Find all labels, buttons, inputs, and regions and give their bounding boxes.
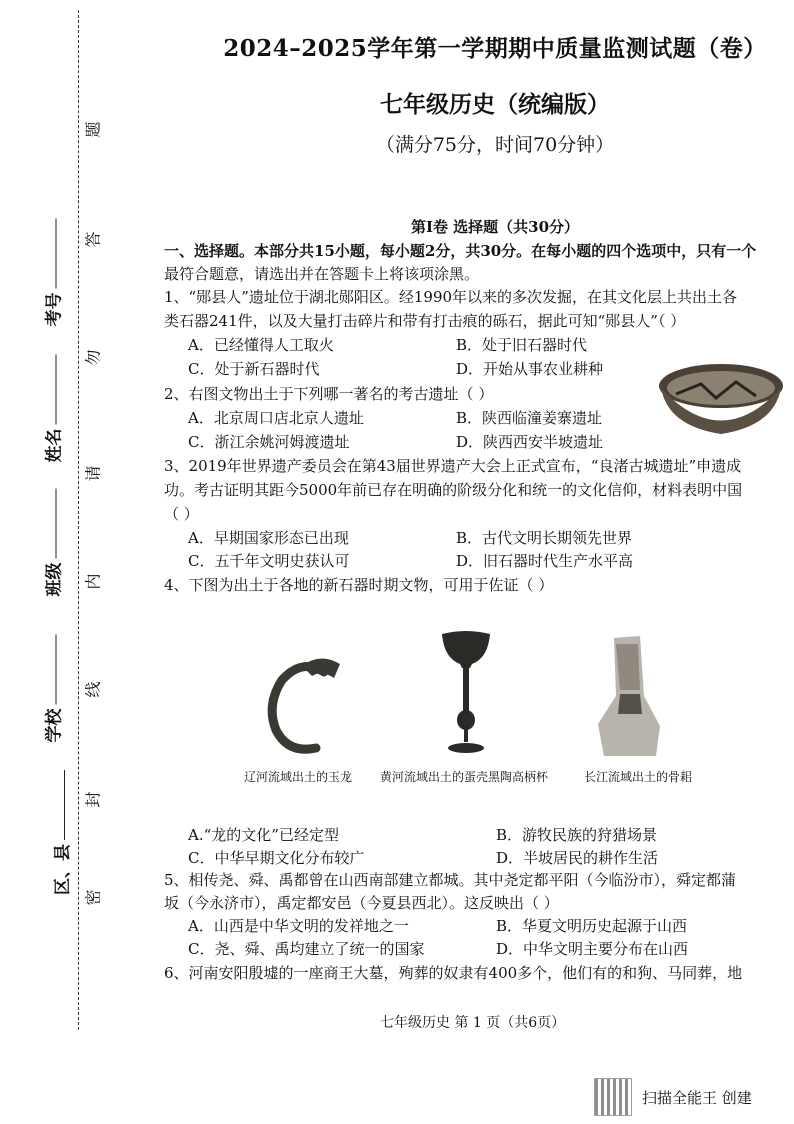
scanner-watermark (594, 1078, 752, 1116)
exam-subtitle: 七年级历史（统编版） (380, 91, 610, 118)
question-stem: 4、下图为出土于各地的新石器时期文物，可用于佐证（ ） (164, 576, 554, 594)
exam-title: 2024–2025学年第一学期期中质量监测试题（卷） (223, 35, 767, 62)
option-c: C．尧、舜、禹均建立了统一的国家 (188, 940, 425, 958)
option-c: C．五千年文明史获认可 (188, 552, 350, 570)
option-b: B．华夏文明历史起源于山西 (496, 917, 688, 935)
seal-char: 答 (83, 231, 103, 248)
option-b: B．处于旧石器时代 (456, 336, 588, 354)
option-c: C．处于新石器时代 (188, 360, 320, 378)
exam-number-field: 考号 (40, 219, 65, 327)
image-caption: 黄河流域出土的蛋壳黑陶高柄杯 (380, 770, 549, 784)
seal-char: 内 (83, 573, 103, 590)
section-intro: 一、选择题。本部分共15小题，每小题2分，共30分。在每小题的四个选项中，只有一个 (164, 242, 757, 260)
option-a: A．山西是中华文明的发祥地之一 (188, 917, 409, 935)
option-d: D．开始从事农业耕种 (456, 360, 604, 378)
school-field: 学校 (40, 635, 65, 743)
question-stem: 坂（今永济市），禹定都安邑（今夏县西北）。这反映出（ ） (164, 894, 559, 912)
option-d: D．陕西西安半坡遗址 (456, 433, 604, 451)
qr-code-icon (594, 1078, 632, 1116)
seal-char: 请 (83, 465, 103, 482)
option-d: D．中华文明主要分布在山西 (496, 940, 689, 958)
image-caption: 长江流域出土的骨耜 (584, 770, 693, 784)
option-a: A．北京周口店北京人遗址 (188, 409, 364, 427)
option-d: D．旧石器时代生产水平高 (456, 552, 634, 570)
option-c: C．浙江余姚河姆渡遗址 (188, 433, 350, 451)
option-a: A．早期国家形态已出现 (188, 529, 349, 547)
seal-char: 密 (83, 889, 103, 906)
option-a: A.“龙的文化”已经定型 (188, 826, 339, 844)
part-title: 第Ⅰ卷 选择题（共30分） (410, 218, 580, 236)
watermark-text: 扫描全能王 创建 (642, 1088, 752, 1107)
section-intro: 最符合题意，请选出并在答题卡上将该项涂黑。 (164, 265, 480, 283)
binding-dashed-line (78, 10, 79, 1030)
question-stem: 2、右图文物出土于下列哪一著名的考古遗址（ ） (164, 385, 494, 403)
eggshell-black-pottery-cup-image (436, 628, 496, 758)
painted-pottery-bowl-image (656, 358, 786, 440)
exam-score-info: （满分75分，时间70分钟） (375, 134, 615, 156)
question-stem: 类石器241件，以及大量打击碎片和带有打击痕的砾石，据此可知“郧县人”（ ） (164, 312, 686, 330)
seal-char: 封 (83, 791, 103, 808)
option-b: B．古代文明长期领先世界 (456, 529, 633, 547)
image-caption: 辽河流域出土的玉龙 (244, 770, 353, 784)
page-footer: 七年级历史 第 1 页（共6页） (380, 1015, 566, 1031)
option-b: B．陕西临潼姜寨遗址 (456, 409, 603, 427)
question-stem: （ ） (164, 505, 199, 523)
bone-spade-image (594, 634, 666, 762)
option-b: B．游牧民族的狩猎场景 (496, 826, 658, 844)
district-field: 区、县 (48, 770, 73, 895)
question-stem: 1、“郧县人”遗址位于湖北郧阳区。经1990年以来的多次发掘，在其文化层上共出土各 (164, 288, 738, 306)
question-stem: 6、河南安阳殷墟的一座商王大墓，殉葬的奴隶有400多个，他们有的和狗、马同葬，地 (164, 964, 743, 982)
seal-char: 勿 (83, 349, 103, 366)
question-stem: 5、相传尧、舜、禹都曾在山西南部建立都城。其中尧定都平阳（今临汾市），舜定都蒲 (164, 871, 737, 889)
class-field: 班级 (40, 489, 65, 597)
question-stem: 3、2019年世界遗产委员会在第43届世界遗产大会上正式宣布，“良渚古城遗址”申遗成 (164, 457, 742, 475)
seal-char: 题 (83, 121, 103, 138)
option-a: A．已经懂得人工取火 (188, 336, 334, 354)
seal-char: 线 (83, 681, 103, 698)
question-stem: 功。考古证明其距今5000年前已存在明确的阶级分化和统一的文化信仰，材料表明中国 (164, 481, 743, 499)
jade-dragon-image (262, 650, 342, 762)
name-field: 姓名 (40, 355, 65, 463)
option-c: C．中华早期文化分布较广 (188, 849, 365, 867)
option-d: D．半坡居民的耕作生活 (496, 849, 659, 867)
